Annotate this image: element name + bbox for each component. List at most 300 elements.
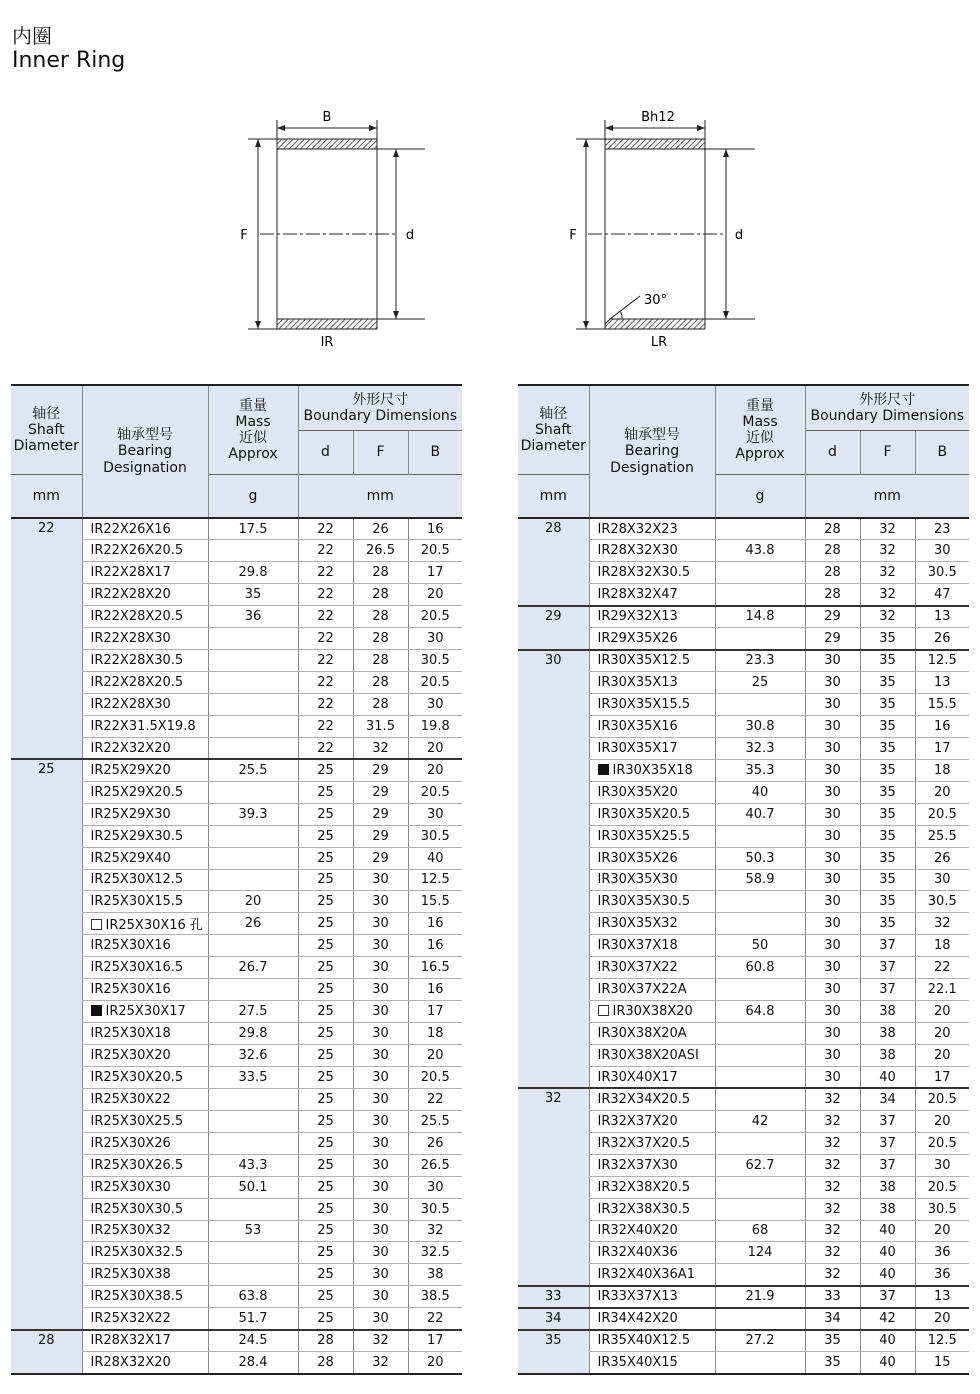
f-cell: 35 xyxy=(860,803,915,825)
d-cell: 29 xyxy=(805,628,860,650)
mass-header-cn2: 近似 xyxy=(746,429,774,446)
shaft-diameter-cell: 32 xyxy=(518,1088,589,1285)
designation-text: IR30X35X25.5 xyxy=(597,828,691,844)
f-cell: 28 xyxy=(353,694,408,716)
f-cell: 30 xyxy=(353,935,408,957)
mass-cell xyxy=(208,847,298,869)
mass-cell: 40.7 xyxy=(715,803,805,825)
mass-cell: 27.2 xyxy=(715,1330,805,1352)
shaft-header xyxy=(518,385,589,474)
table-row xyxy=(518,650,969,672)
d-cell: 25 xyxy=(298,759,353,781)
designation-cell xyxy=(82,1154,208,1176)
designation-text: IR30X37X22A xyxy=(597,982,687,998)
designation-text: IR25X30X25.5 xyxy=(90,1113,184,1129)
mass-cell xyxy=(208,737,298,759)
designation-cell xyxy=(589,1001,715,1023)
f-cell: 30 xyxy=(353,1066,408,1088)
b-cell: 25.5 xyxy=(408,1110,462,1132)
lr-caption: LR xyxy=(650,335,668,350)
table-row xyxy=(11,759,462,781)
shaft-diameter-cell: 25 xyxy=(11,759,82,1329)
mass-cell xyxy=(715,694,805,716)
mass-cell: 64.8 xyxy=(715,1001,805,1023)
designation-cell xyxy=(82,540,208,562)
b-cell: 20 xyxy=(408,759,462,781)
designation-text: IR30X35X13 xyxy=(597,675,678,691)
d-cell: 32 xyxy=(805,1154,860,1176)
f-cell: 35 xyxy=(860,737,915,759)
mass-cell: 68 xyxy=(715,1220,805,1242)
designation-header-en2: Designation xyxy=(103,459,187,476)
b-cell: 25.5 xyxy=(915,825,969,847)
designation-text: IR25X30X12.5 xyxy=(90,872,184,888)
designation-text: IR25X30X20.5 xyxy=(90,1069,184,1085)
f-cell: 29 xyxy=(353,759,408,781)
dimensions-header xyxy=(805,385,969,430)
mass-header xyxy=(208,385,298,474)
designation-text: IR32X37X20 xyxy=(597,1113,678,1129)
mass-header-en1: Mass xyxy=(742,413,778,430)
mass-cell xyxy=(715,1308,805,1330)
designation-cell xyxy=(82,1023,208,1045)
mass-cell: 26 xyxy=(208,913,298,935)
f-cell: 40 xyxy=(860,1066,915,1088)
designation-text: IR25X30X26 xyxy=(90,1135,171,1151)
b-cell: 32 xyxy=(915,913,969,935)
f-cell: 30 xyxy=(353,1154,408,1176)
f-cell: 34 xyxy=(860,1088,915,1110)
designation-text: IR22X26X16 xyxy=(90,521,171,537)
designation-cell xyxy=(82,1220,208,1242)
f-cell: 40 xyxy=(860,1220,915,1242)
designation-cell xyxy=(82,1286,208,1308)
ir-drawing xyxy=(230,100,450,355)
d-cell: 30 xyxy=(805,1023,860,1045)
f-cell: 35 xyxy=(860,628,915,650)
d-cell: 22 xyxy=(298,737,353,759)
d-cell: 28 xyxy=(805,540,860,562)
d-cell: 25 xyxy=(298,1132,353,1154)
designation-cell xyxy=(589,1154,715,1176)
b-cell: 18 xyxy=(915,759,969,781)
b-cell: 20 xyxy=(915,1220,969,1242)
designation-cell xyxy=(589,1286,715,1308)
mass-cell xyxy=(208,715,298,737)
designation-cell xyxy=(589,672,715,694)
d-cell: 22 xyxy=(298,584,353,606)
designation-cell xyxy=(589,847,715,869)
ir-d-label: d xyxy=(405,228,415,243)
b-cell: 13 xyxy=(915,672,969,694)
ir-diagram xyxy=(230,100,450,359)
b-cell: 20 xyxy=(408,1352,462,1374)
d-cell: 33 xyxy=(805,1286,860,1308)
designation-text: IR32X38X30.5 xyxy=(597,1201,691,1217)
designation-header-en1: Bearing xyxy=(624,443,680,460)
designation-cell xyxy=(589,803,715,825)
dimensions-header xyxy=(298,385,462,430)
shaft-diameter-cell: 28 xyxy=(518,518,589,606)
designation-cell xyxy=(589,1242,715,1264)
designation-cell xyxy=(82,979,208,1001)
f-cell: 30 xyxy=(353,1001,408,1023)
designation-text: IR32X34X20.5 xyxy=(597,1092,691,1108)
mass-cell: 29.8 xyxy=(208,562,298,584)
b-cell: 40 xyxy=(408,847,462,869)
designation-text: IR25X30X20 xyxy=(90,1047,171,1063)
mass-cell xyxy=(208,1242,298,1264)
designation-cell xyxy=(589,562,715,584)
f-cell: 38 xyxy=(860,1023,915,1045)
ir-b-label: B xyxy=(322,110,332,125)
f-cell: 26 xyxy=(353,518,408,540)
d-cell: 30 xyxy=(805,803,860,825)
designation-text: IR28X32X30 xyxy=(597,543,678,559)
b-cell: 30.5 xyxy=(408,650,462,672)
shaft-header-en1: Shaft xyxy=(27,421,65,438)
f-cell: 30 xyxy=(353,1242,408,1264)
mass-unit: g xyxy=(715,474,805,518)
designation-cell xyxy=(82,847,208,869)
b-cell: 22 xyxy=(915,957,969,979)
designation-header xyxy=(82,385,208,518)
mass-cell xyxy=(208,935,298,957)
f-cell: 37 xyxy=(860,957,915,979)
d-cell: 25 xyxy=(298,1066,353,1088)
mass-cell xyxy=(208,1264,298,1286)
hollow-square-icon xyxy=(91,919,102,930)
d-cell: 25 xyxy=(298,1286,353,1308)
f-cell: 32 xyxy=(353,737,408,759)
mass-cell: 35.3 xyxy=(715,759,805,781)
b-cell: 16 xyxy=(915,715,969,737)
d-cell: 30 xyxy=(805,715,860,737)
f-cell: 30 xyxy=(353,957,408,979)
b-cell: 20.5 xyxy=(915,1176,969,1198)
d-cell: 28 xyxy=(298,1352,353,1374)
mass-cell xyxy=(715,562,805,584)
mass-cell: 27.5 xyxy=(208,1001,298,1023)
designation-cell xyxy=(82,562,208,584)
ir-caption: IR xyxy=(320,335,334,350)
mass-cell: 63.8 xyxy=(208,1286,298,1308)
designation-text: IR28X32X47 xyxy=(597,587,678,603)
mass-cell xyxy=(208,650,298,672)
designation-text: IR22X28X30 xyxy=(90,696,171,712)
mass-cell: 30.8 xyxy=(715,715,805,737)
designation-text: IR25X30X30 xyxy=(90,1179,171,1195)
designation-cell xyxy=(589,715,715,737)
designation-text: IR22X28X17 xyxy=(90,565,171,581)
f-cell: 40 xyxy=(860,1330,915,1352)
table-row xyxy=(518,1308,969,1330)
d-cell: 32 xyxy=(805,1176,860,1198)
d-cell: 30 xyxy=(805,650,860,672)
b-cell: 19.8 xyxy=(408,715,462,737)
b-cell: 15 xyxy=(915,1352,969,1374)
designation-text: IR25X29X30.5 xyxy=(90,828,184,844)
mass-cell xyxy=(208,628,298,650)
designation-text: IR32X37X20.5 xyxy=(597,1135,691,1151)
designation-text: IR30X35X30 xyxy=(597,872,678,888)
b-cell: 20.5 xyxy=(408,781,462,803)
mass-cell xyxy=(715,1132,805,1154)
f-cell: 40 xyxy=(860,1242,915,1264)
d-cell: 25 xyxy=(298,891,353,913)
designation-cell xyxy=(589,1110,715,1132)
col-b-header: B xyxy=(408,430,462,474)
d-cell: 30 xyxy=(805,672,860,694)
designation-header-en1: Bearing xyxy=(117,443,173,460)
b-cell: 30 xyxy=(915,869,969,891)
d-cell: 30 xyxy=(805,1001,860,1023)
designation-cell xyxy=(589,891,715,913)
mass-cell xyxy=(208,781,298,803)
shaft-header-cn: 轴径 xyxy=(32,405,61,422)
designation-cell xyxy=(589,650,715,672)
mass-cell: 39.3 xyxy=(208,803,298,825)
d-cell: 22 xyxy=(298,672,353,694)
designation-cell xyxy=(589,913,715,935)
b-cell: 16 xyxy=(408,935,462,957)
designation-text: IR30X38X20ASI xyxy=(597,1047,699,1063)
d-cell: 22 xyxy=(298,518,353,540)
d-cell: 22 xyxy=(298,694,353,716)
designation-text: IR35X40X15 xyxy=(597,1354,678,1370)
f-cell: 30 xyxy=(353,1176,408,1198)
d-cell: 25 xyxy=(298,869,353,891)
mass-cell xyxy=(715,1066,805,1088)
mass-cell xyxy=(715,979,805,1001)
designation-text: IR32X38X20.5 xyxy=(597,1179,691,1195)
f-cell: 35 xyxy=(860,672,915,694)
dimensions-unit: mm xyxy=(805,474,969,518)
b-cell: 26 xyxy=(915,847,969,869)
mass-cell: 53 xyxy=(208,1220,298,1242)
b-cell: 20 xyxy=(408,737,462,759)
f-cell: 37 xyxy=(860,1154,915,1176)
designation-cell xyxy=(589,1066,715,1088)
designation-text: IR30X35X20.5 xyxy=(597,806,691,822)
mass-cell: 40 xyxy=(715,781,805,803)
designation-text: IR28X32X23 xyxy=(597,521,678,537)
d-cell: 22 xyxy=(298,715,353,737)
designation-cell xyxy=(82,1132,208,1154)
b-cell: 13 xyxy=(915,606,969,628)
designation-text: IR25X30X17 xyxy=(105,1004,186,1020)
designation-text: IR32X37X30 xyxy=(597,1157,678,1173)
page-title-en: Inner Ring xyxy=(12,48,126,73)
designation-cell xyxy=(82,1176,208,1198)
designation-text: IR28X32X20 xyxy=(90,1354,171,1370)
designation-text: IR30X35X15.5 xyxy=(597,696,691,712)
f-cell: 30 xyxy=(353,1308,408,1330)
mass-cell: 24.5 xyxy=(208,1330,298,1352)
b-cell: 17 xyxy=(408,1330,462,1352)
designation-cell xyxy=(82,672,208,694)
designation-cell xyxy=(82,1110,208,1132)
designation-cell xyxy=(589,584,715,606)
mass-cell xyxy=(208,1110,298,1132)
dimensions-header-en: Boundary Dimensions xyxy=(303,407,458,424)
b-cell: 22.1 xyxy=(915,979,969,1001)
designation-text: IR30X38X20A xyxy=(597,1026,687,1042)
b-cell: 30 xyxy=(408,694,462,716)
mass-cell xyxy=(715,1088,805,1110)
b-cell: 16 xyxy=(408,518,462,540)
b-cell: 23 xyxy=(915,518,969,540)
b-cell: 38.5 xyxy=(408,1286,462,1308)
b-cell: 20.5 xyxy=(915,1088,969,1110)
designation-text: IR30X40X17 xyxy=(597,1069,678,1085)
f-cell: 32 xyxy=(353,1352,408,1374)
mass-cell: 28.4 xyxy=(208,1352,298,1374)
b-cell: 13 xyxy=(915,1286,969,1308)
mass-header-cn1: 重量 xyxy=(746,397,774,414)
designation-text: IR32X40X36A1 xyxy=(597,1267,695,1283)
d-cell: 22 xyxy=(298,562,353,584)
designation-text: IR22X28X20.5 xyxy=(90,675,184,691)
d-cell: 25 xyxy=(298,1110,353,1132)
b-cell: 20 xyxy=(915,1001,969,1023)
right-spec-table xyxy=(518,384,969,1375)
mass-cell: 36 xyxy=(208,606,298,628)
designation-text: IR33X37X13 xyxy=(597,1289,678,1305)
designation-text: IR22X28X30 xyxy=(90,631,171,647)
b-cell: 30.5 xyxy=(408,825,462,847)
d-cell: 25 xyxy=(298,1220,353,1242)
dimensions-header-cn: 外形尺寸 xyxy=(859,391,916,408)
f-cell: 29 xyxy=(353,847,408,869)
b-cell: 26 xyxy=(915,628,969,650)
mass-cell xyxy=(715,1045,805,1067)
f-cell: 40 xyxy=(860,1352,915,1374)
dimensions-header-cn: 外形尺寸 xyxy=(352,391,409,408)
designation-text: IR25X30X38 xyxy=(90,1267,171,1283)
designation-cell xyxy=(82,628,208,650)
designation-text: IR22X28X30.5 xyxy=(90,653,184,669)
mass-cell: 50.1 xyxy=(208,1176,298,1198)
mass-cell xyxy=(208,1198,298,1220)
shaft-diameter-cell: 30 xyxy=(518,650,589,1089)
mass-header-cn2: 近似 xyxy=(239,429,267,446)
f-cell: 31.5 xyxy=(353,715,408,737)
d-cell: 25 xyxy=(298,913,353,935)
b-cell: 30 xyxy=(408,628,462,650)
designation-cell xyxy=(589,781,715,803)
designation-text: IR32X40X36 xyxy=(597,1245,678,1261)
d-cell: 25 xyxy=(298,935,353,957)
f-cell: 35 xyxy=(860,650,915,672)
mass-cell: 42 xyxy=(715,1110,805,1132)
designation-text: IR22X28X20.5 xyxy=(90,609,184,625)
b-cell: 20.5 xyxy=(408,606,462,628)
d-cell: 25 xyxy=(298,1023,353,1045)
mass-cell xyxy=(208,825,298,847)
d-cell: 30 xyxy=(805,781,860,803)
d-cell: 28 xyxy=(805,584,860,606)
designation-cell xyxy=(589,1176,715,1198)
mass-header-en1: Mass xyxy=(235,413,271,430)
designation-text: IR30X35X32 xyxy=(597,916,678,932)
designation-cell xyxy=(589,1023,715,1045)
designation-cell xyxy=(589,1308,715,1330)
designation-cell xyxy=(589,1330,715,1352)
d-cell: 25 xyxy=(298,979,353,1001)
designation-text: IR30X35X20 xyxy=(597,784,678,800)
d-cell: 30 xyxy=(805,847,860,869)
f-cell: 28 xyxy=(353,650,408,672)
b-cell: 26.5 xyxy=(408,1154,462,1176)
shaft-header xyxy=(11,385,82,474)
b-cell: 16 xyxy=(408,913,462,935)
designation-cell xyxy=(589,957,715,979)
d-cell: 30 xyxy=(805,979,860,1001)
shaft-diameter-cell: 34 xyxy=(518,1308,589,1330)
mass-header-en2: Approx xyxy=(735,445,785,462)
designation-cell xyxy=(82,694,208,716)
d-cell: 28 xyxy=(805,562,860,584)
mass-cell: 26.7 xyxy=(208,957,298,979)
mass-cell: 124 xyxy=(715,1242,805,1264)
b-cell: 17 xyxy=(915,737,969,759)
b-cell: 30 xyxy=(915,540,969,562)
filled-square-icon xyxy=(598,764,609,775)
table-row xyxy=(518,1286,969,1308)
designation-cell xyxy=(82,715,208,737)
b-cell: 30 xyxy=(408,1176,462,1198)
designation-text: IR25X30X32.5 xyxy=(90,1245,184,1261)
mass-cell xyxy=(715,628,805,650)
b-cell: 12.5 xyxy=(915,650,969,672)
designation-text: IR28X32X30.5 xyxy=(597,565,691,581)
designation-cell xyxy=(589,606,715,628)
f-cell: 28 xyxy=(353,628,408,650)
designation-cell xyxy=(82,935,208,957)
b-cell: 32 xyxy=(408,1220,462,1242)
d-cell: 32 xyxy=(805,1242,860,1264)
designation-text: IR25X29X30 xyxy=(90,806,171,822)
mass-cell xyxy=(715,825,805,847)
designation-cell xyxy=(82,1330,208,1352)
designation-text: IR30X35X18 xyxy=(612,762,693,778)
b-cell: 18 xyxy=(915,935,969,957)
designation-cell xyxy=(82,1242,208,1264)
designation-cell xyxy=(589,1088,715,1110)
designation-cell xyxy=(589,869,715,891)
designation-text: IR22X26X20.5 xyxy=(90,543,184,559)
f-cell: 30 xyxy=(353,1110,408,1132)
designation-cell xyxy=(589,1198,715,1220)
left-table-body xyxy=(11,518,462,1374)
d-cell: 25 xyxy=(298,1198,353,1220)
d-cell: 32 xyxy=(805,1132,860,1154)
mass-cell xyxy=(208,1088,298,1110)
mass-cell: 25 xyxy=(715,672,805,694)
f-cell: 30 xyxy=(353,1088,408,1110)
designation-header-cn: 轴承型号 xyxy=(624,427,680,444)
mass-cell: 50 xyxy=(715,935,805,957)
b-cell: 20 xyxy=(915,781,969,803)
f-cell: 32 xyxy=(860,562,915,584)
designation-text: IR25X30X26.5 xyxy=(90,1157,184,1173)
mass-cell xyxy=(208,540,298,562)
f-cell: 28 xyxy=(353,562,408,584)
b-cell: 20.5 xyxy=(408,540,462,562)
designation-cell xyxy=(589,1220,715,1242)
shaft-header-en2: Diameter xyxy=(520,437,586,454)
